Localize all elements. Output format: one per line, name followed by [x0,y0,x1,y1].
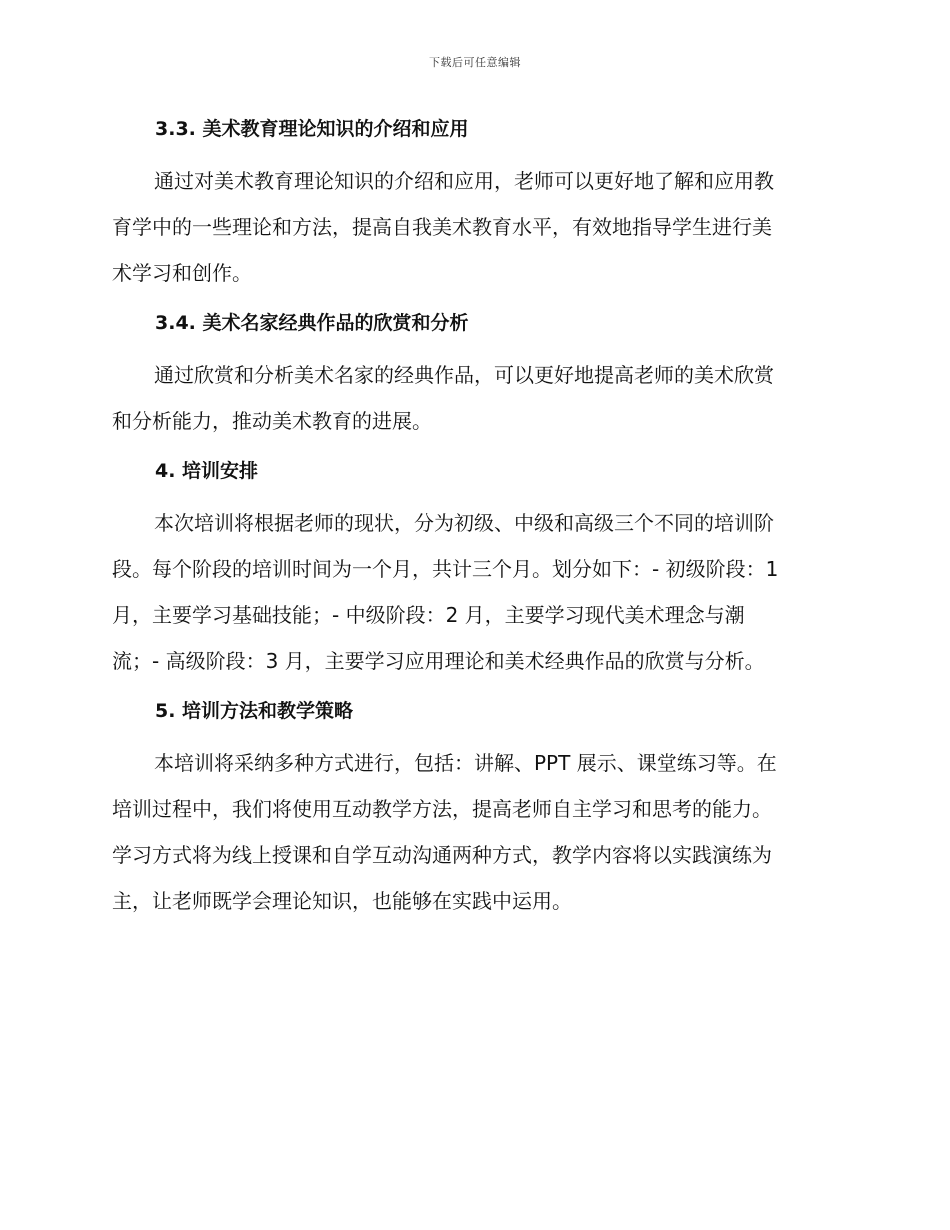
section-heading: 3.3. 美术教育理论知识的介绍和应用 [155,118,469,140]
paragraph-line: 培训过程中，我们将使用互动教学方法，提高老师自主学习和思考的能力。 [112,797,772,821]
paragraph-line: 和分析能力，推动美术教育的进展。 [112,409,432,433]
section-paragraph [112,158,842,296]
paragraph-line: 学习方式将为线上授课和自学互动沟通两种方式，教学内容将以实践演练为 [112,843,772,867]
page-header-note: 下载后可任意编辑 [429,56,521,69]
paragraph-line: 段。每个阶段的培训时间为一个月，共计三个月。划分如下：- 初级阶段：1 [112,557,779,581]
section-5 [112,694,842,924]
paragraph-line: 流；- 高级阶段：3 月，主要学习应用理论和美术经典作品的欣赏与分析。 [112,649,765,673]
paragraph-line: 通过欣赏和分析美术名家的经典作品，可以更好地提高老师的美术欣赏 [154,363,774,387]
document-body [112,112,842,934]
section-paragraph [112,352,842,444]
section-heading: 4. 培训安排 [155,460,259,482]
section-heading: 3.4. 美术名家经典作品的欣赏和分析 [155,312,469,334]
paragraph-line: 本次培训将根据老师的现状，分为初级、中级和高级三个不同的培训阶 [154,511,774,535]
section-4 [112,454,842,684]
paragraph-line: 月，主要学习基础技能；- 中级阶段：2 月，主要学习现代美术理念与潮 [112,603,745,627]
paragraph-line: 通过对美术教育理论知识的介绍和应用，老师可以更好地了解和应用教 [154,169,774,193]
section-heading: 5. 培训方法和教学策略 [155,700,354,722]
section-3-3 [112,112,842,296]
section-paragraph [112,500,842,684]
paragraph-line: 主，让老师既学会理论知识，也能够在实践中运用。 [112,889,572,913]
paragraph-line: 本培训将采纳多种方式进行，包括：讲解、PPT 展示、课堂练习等。在 [154,751,777,775]
section-3-4 [112,306,842,444]
paragraph-line: 育学中的一些理论和方法，提高自我美术教育水平，有效地指导学生进行美 [112,215,772,239]
section-paragraph [112,740,842,924]
paragraph-line: 术学习和创作。 [112,261,252,285]
